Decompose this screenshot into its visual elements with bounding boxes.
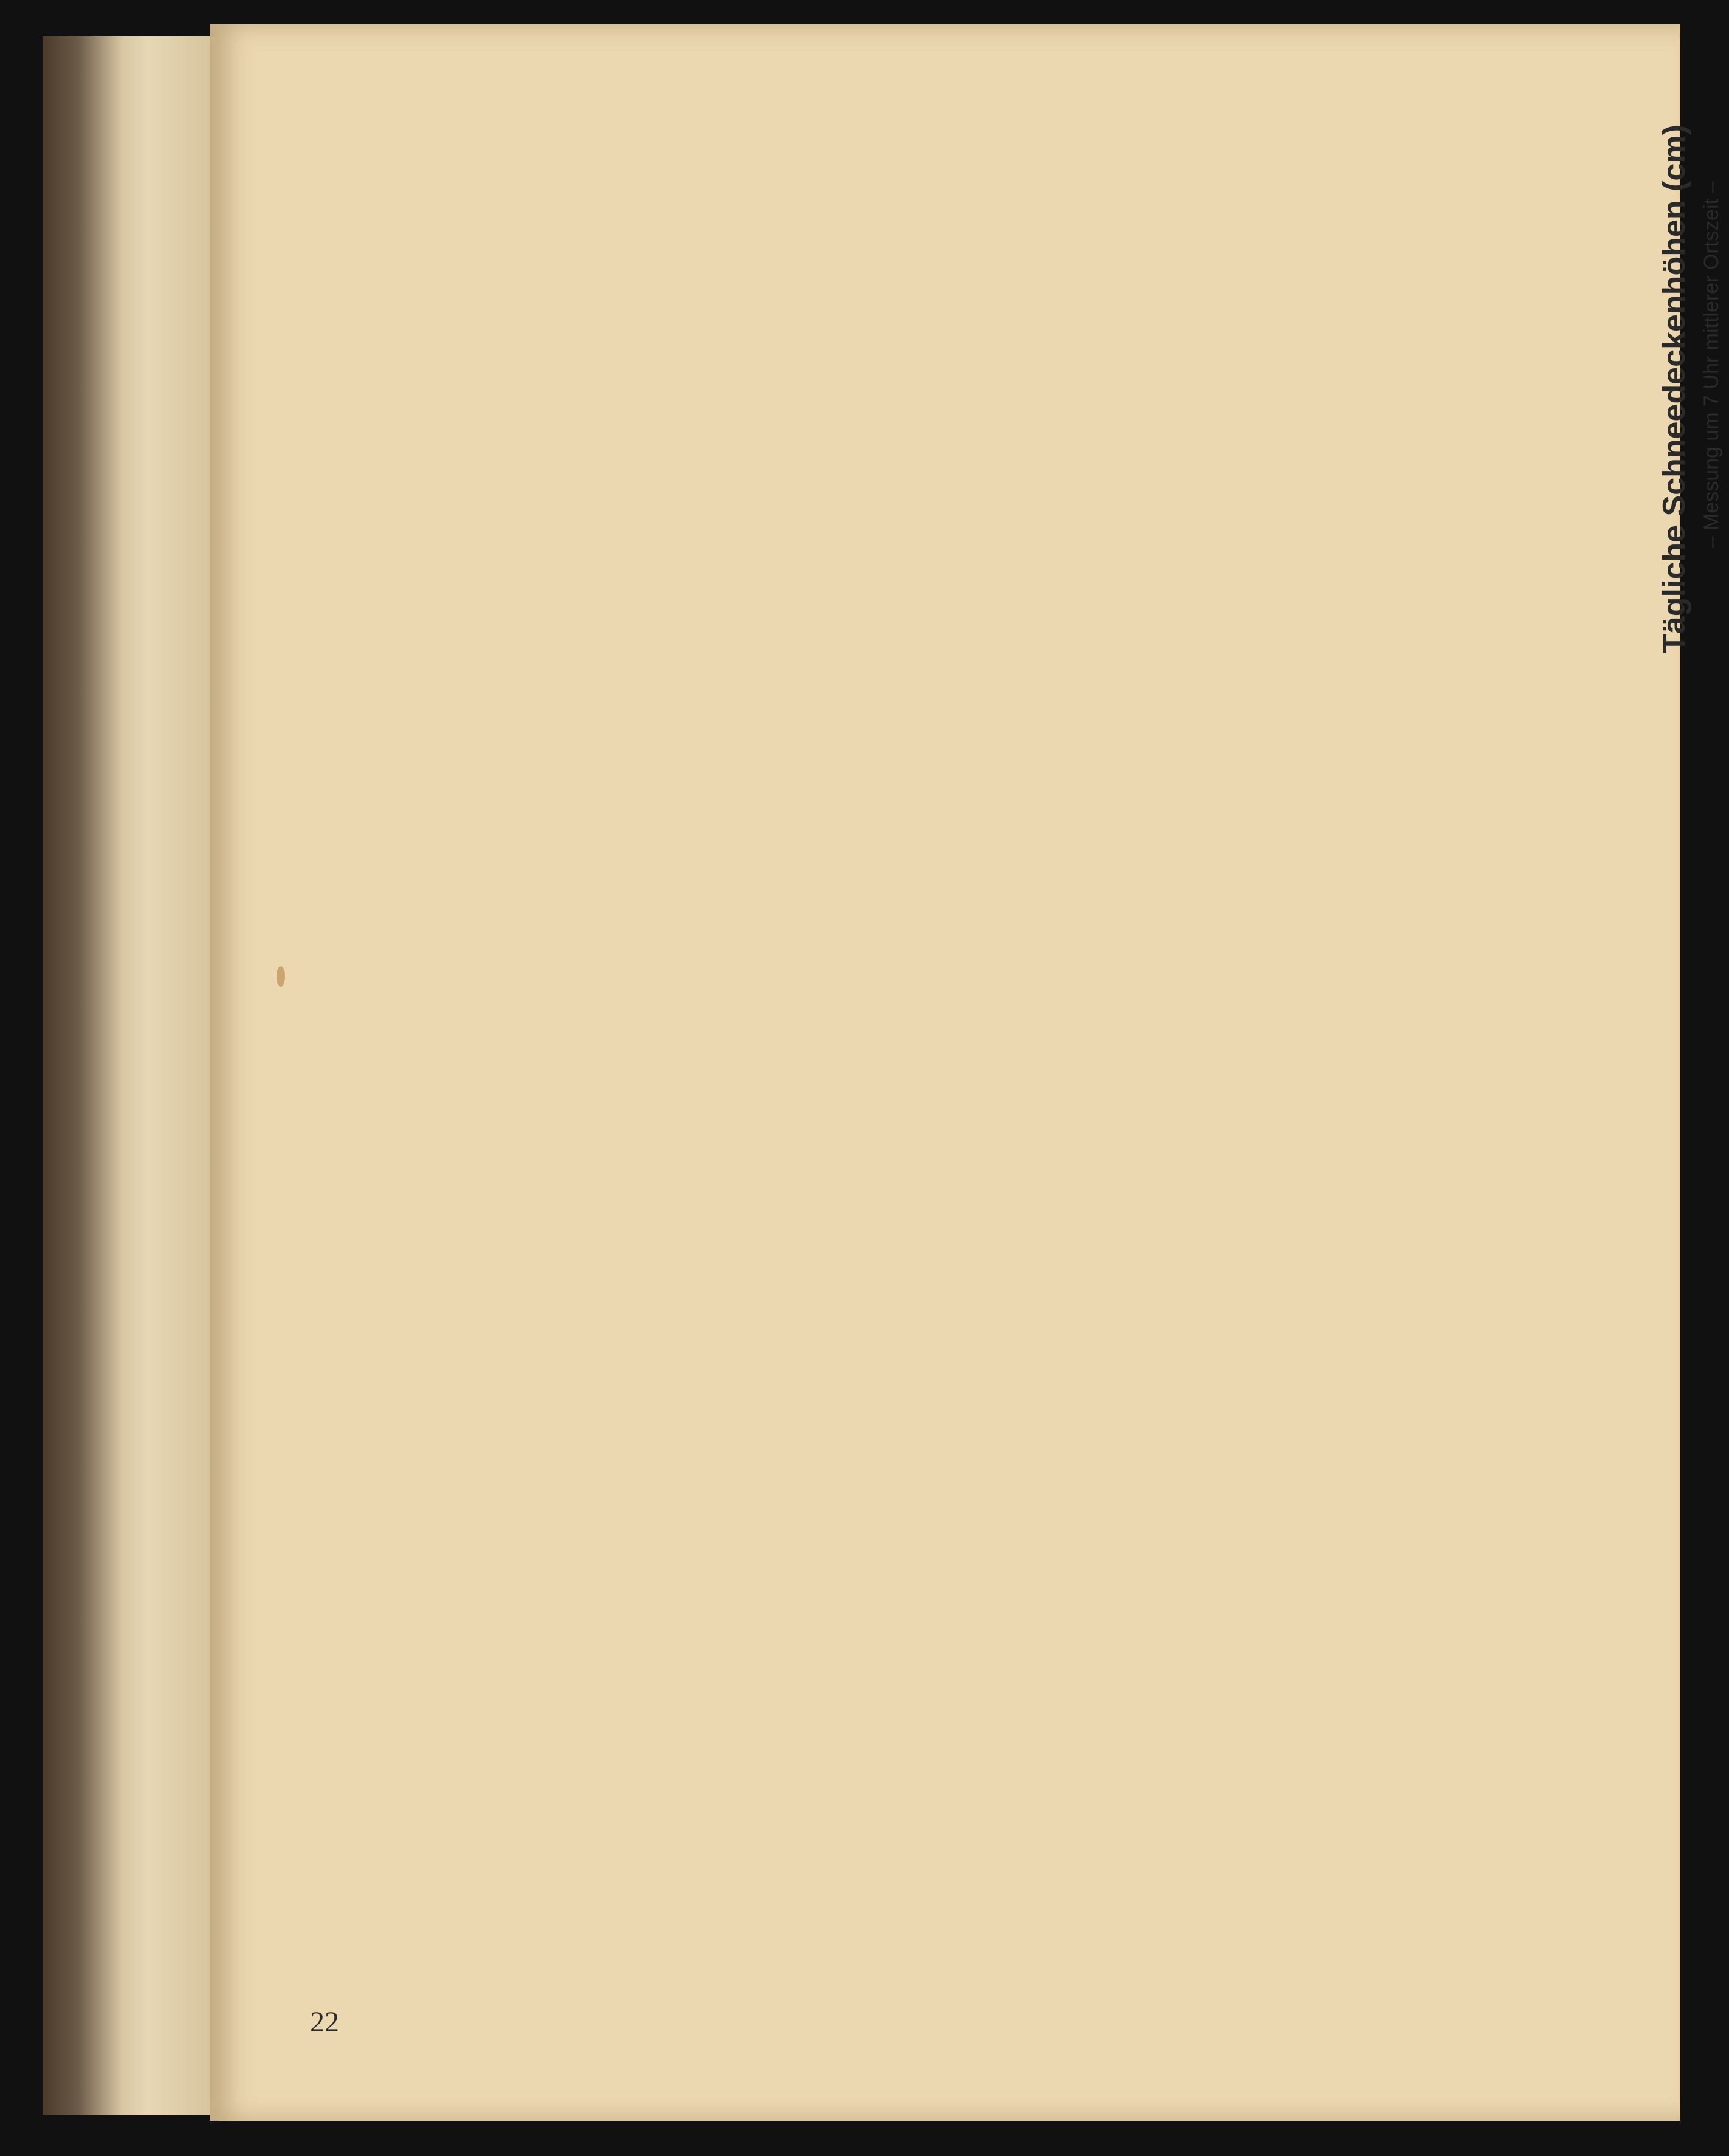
rotated-table-content xyxy=(1656,0,1729,1337)
page-title: Tägliche Schneedeckenhöhen (cm) xyxy=(1657,125,1692,653)
page-stain xyxy=(277,966,285,987)
book-spine xyxy=(43,36,219,2115)
book-page xyxy=(210,24,1680,2121)
page-subtitle: – Messung um 7 Uhr mittlerer Ortszeit – xyxy=(1700,181,1723,548)
page-number: 22 xyxy=(310,2006,339,2038)
